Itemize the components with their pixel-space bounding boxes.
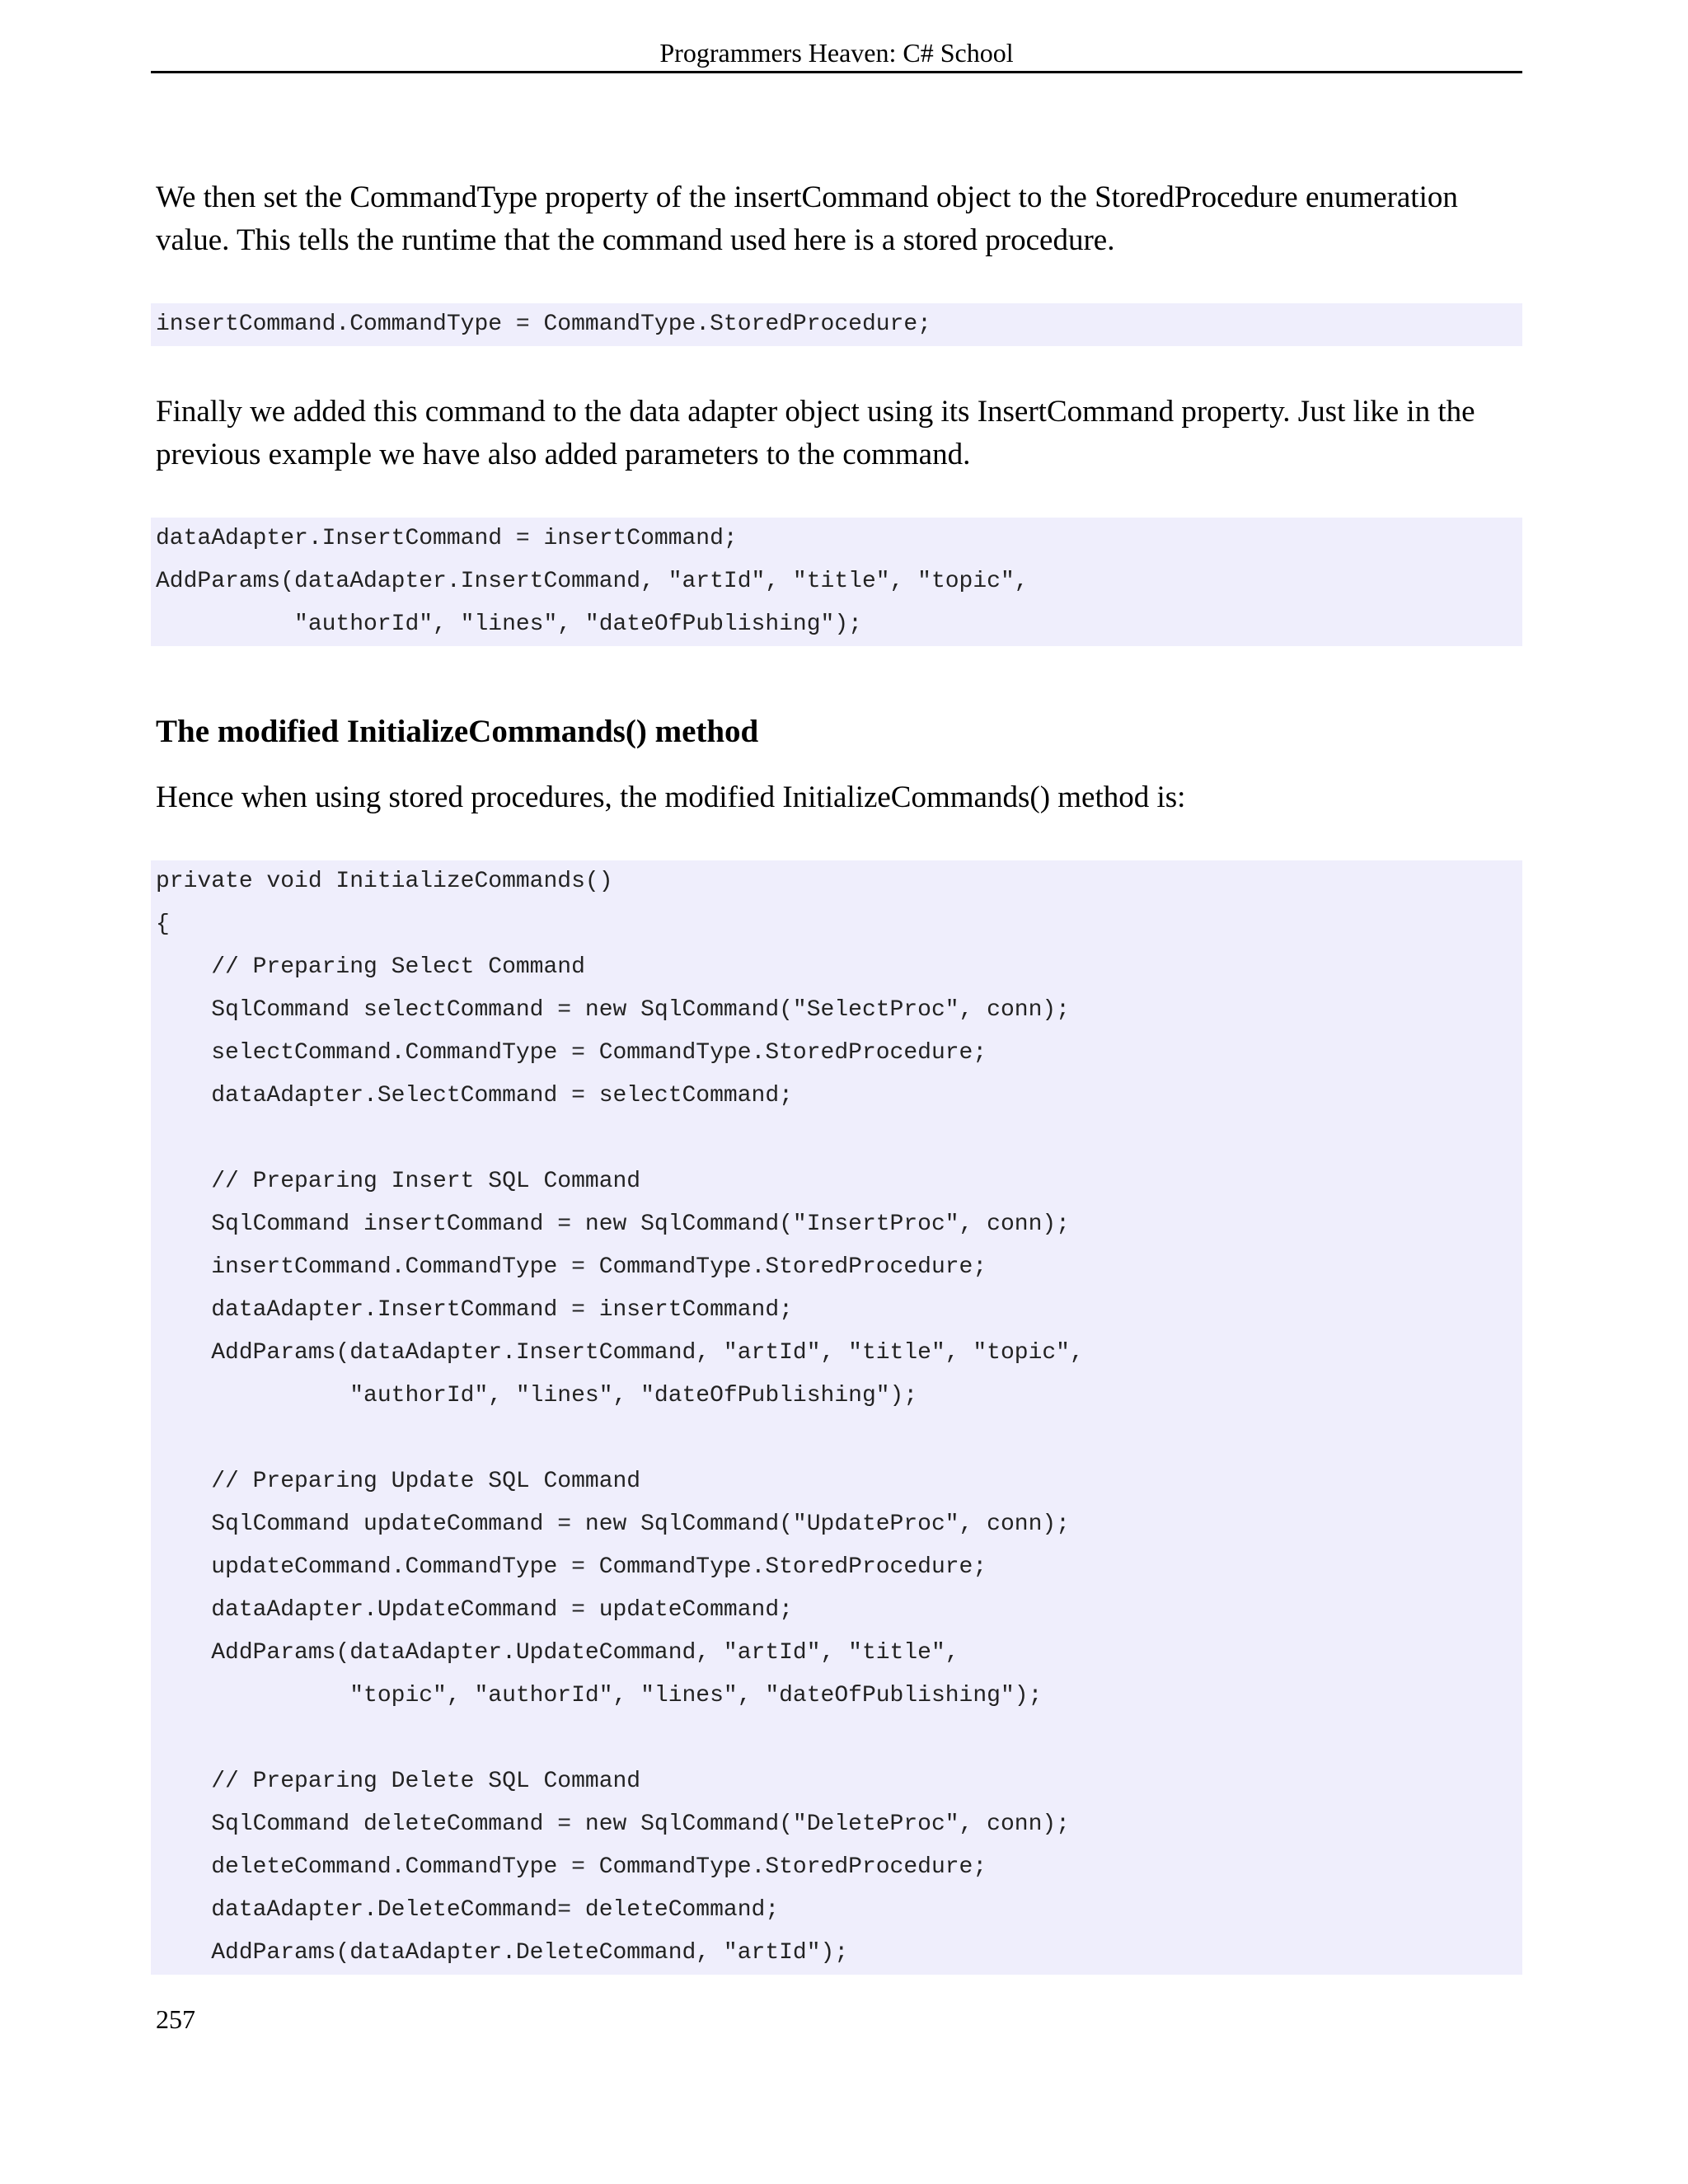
- code-line: AddParams(dataAdapter.InsertCommand, "artId", "title", "topic",: [156, 569, 1029, 594]
- code-line: [151, 1118, 1522, 1160]
- code-line: updateCommand.CommandType = CommandType.StoredProcedure;: [156, 1554, 987, 1580]
- code-line: [151, 1718, 1522, 1760]
- code-line: [151, 1418, 1522, 1460]
- code-line: {: [156, 912, 170, 937]
- code-line: dataAdapter.InsertCommand = insertCommand;: [156, 1297, 793, 1323]
- code-block-initializecommands: [151, 860, 1522, 1975]
- section-heading: The modified InitializeCommands() method: [156, 714, 759, 749]
- code-line: // Preparing Update SQL Command: [156, 1469, 641, 1494]
- code-line: SqlCommand selectCommand = new SqlCommand("SelectProc", conn);: [156, 997, 1070, 1023]
- code-line: SqlCommand deleteCommand = new SqlCommand("DeleteProc", conn);: [156, 1811, 1070, 1837]
- code-line: // Preparing Select Command: [156, 954, 585, 980]
- code-block-insertcommand: [151, 518, 1522, 646]
- paragraph-insertcommand: Finally we added this command to the data adapter object using its InsertCommand property. Just like in the previous example we have also added parameters to the command.: [156, 395, 1475, 471]
- code-line: dataAdapter.InsertCommand = insertCommand;: [156, 526, 738, 551]
- code-line: "authorId", "lines", "dateOfPublishing");: [156, 1383, 918, 1408]
- paragraph-intro-method: Hence when using stored procedures, the modified InitializeCommands() method is:: [156, 780, 1186, 814]
- code-line: SqlCommand updateCommand = new SqlCommand("UpdateProc", conn);: [156, 1511, 1070, 1537]
- code-line: dataAdapter.SelectCommand = selectCommand;: [156, 1083, 793, 1108]
- page-header: Programmers Heaven: C# School: [151, 36, 1522, 73]
- page-number: 257: [156, 2004, 195, 2034]
- paragraph-commandtype: We then set the CommandType property of the insertCommand object to the StoredProcedure enumeration value. This tells the runtime that the command used here is a stored procedure.: [156, 180, 1458, 257]
- code-line: AddParams(dataAdapter.UpdateCommand, "artId", "title",: [156, 1640, 959, 1666]
- code-line: "authorId", "lines", "dateOfPublishing");: [156, 612, 862, 637]
- code-line: deleteCommand.CommandType = CommandType.StoredProcedure;: [156, 1854, 987, 1880]
- code-line: AddParams(dataAdapter.InsertCommand, "artId", "title", "topic",: [156, 1340, 1084, 1366]
- code-line: dataAdapter.UpdateCommand = updateCommand;: [156, 1597, 793, 1623]
- code-block-commandtype: [151, 303, 1522, 346]
- code-line: insertCommand.CommandType = CommandType.StoredProcedure;: [156, 1254, 987, 1280]
- code-line: // Preparing Delete SQL Command: [156, 1769, 641, 1794]
- code-line: SqlCommand insertCommand = new SqlCommand("InsertProc", conn);: [156, 1212, 1070, 1237]
- code-line: AddParams(dataAdapter.DeleteCommand, "artId");: [156, 1940, 849, 1966]
- code-line: selectCommand.CommandType = CommandType.StoredProcedure;: [156, 1040, 987, 1066]
- code-line: insertCommand.CommandType = CommandType.StoredProcedure;: [156, 312, 931, 337]
- code-line: dataAdapter.DeleteCommand= deleteCommand;: [156, 1897, 780, 1923]
- code-line: private void InitializeCommands(): [156, 869, 613, 894]
- code-line: // Preparing Insert SQL Command: [156, 1169, 641, 1194]
- code-line: "topic", "authorId", "lines", "dateOfPublishing");: [156, 1683, 1043, 1708]
